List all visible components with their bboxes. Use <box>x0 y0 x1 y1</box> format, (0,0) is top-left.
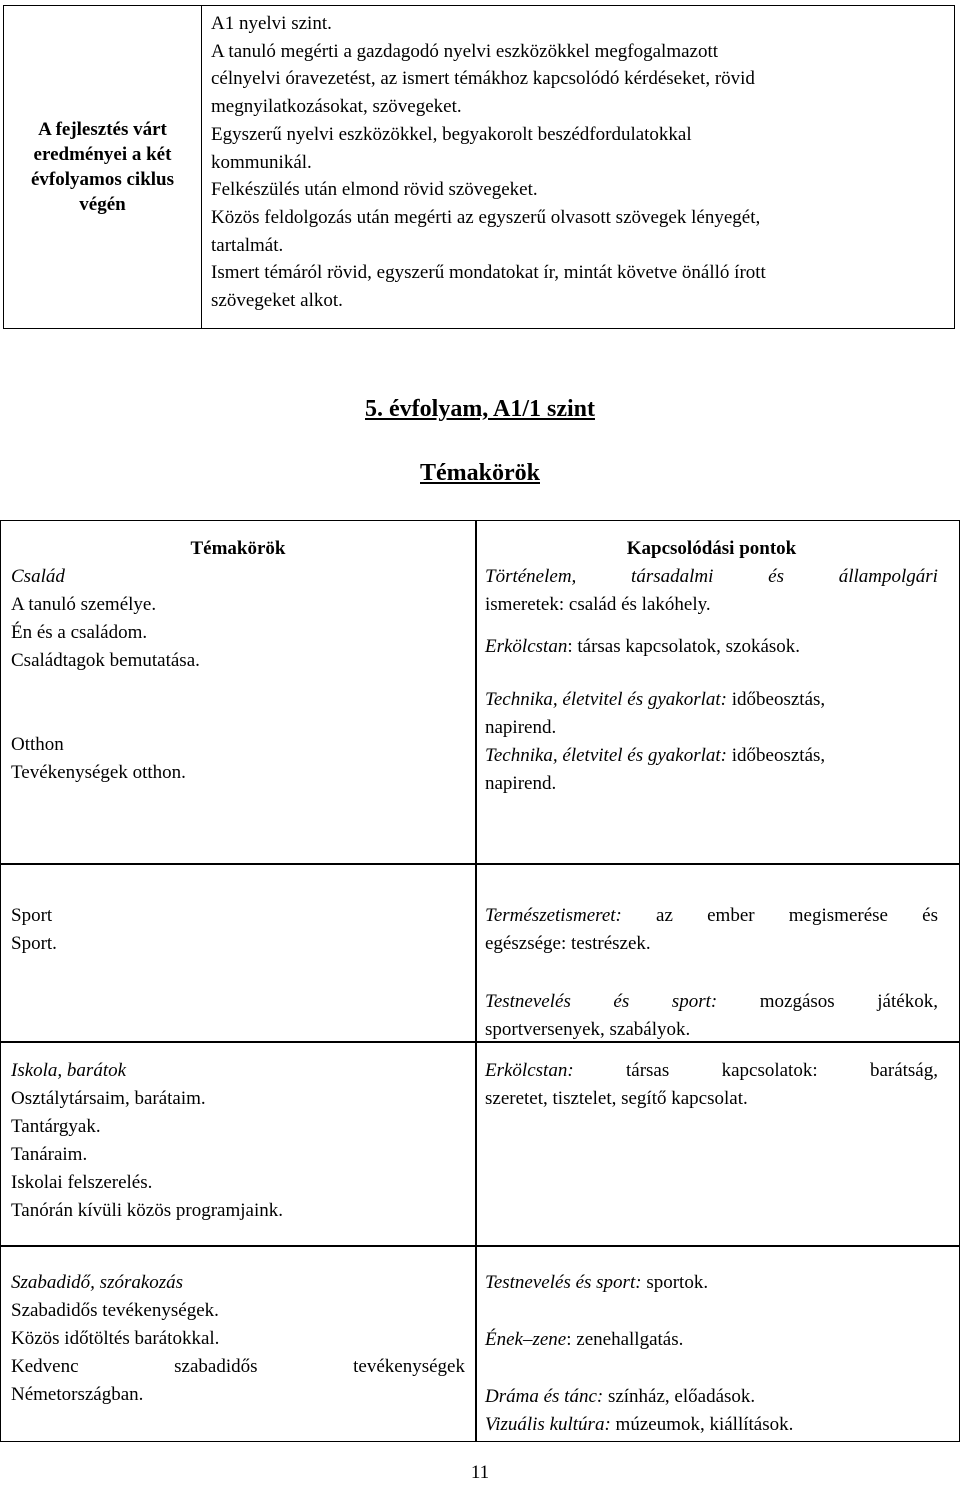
links-cell-family-home <box>485 535 938 798</box>
topic-item: Kedvenc szabadidős tevékenységek <box>11 1356 465 1377</box>
outcome-line: Közös feldolgozás után megérti az egyszerű olvasott szövegek lényegét, <box>211 206 761 228</box>
outcomes-table <box>3 5 955 329</box>
row-divider <box>1 1245 959 1247</box>
link-line: Erkölcstan: társas kapcsolatok: barátság, <box>485 1060 938 1081</box>
outcomes-label-line: évfolyamos ciklus <box>30 169 175 190</box>
topic-item: Iskolai felszerelés. <box>11 1172 153 1193</box>
link-line: napirend. <box>485 717 557 738</box>
link-line: szeretet, tisztelet, segítő kapcsolat. <box>485 1088 748 1109</box>
link-line: Testnevelés és sport: mozgásos játékok, <box>485 991 938 1012</box>
link-line: ismeretek: család és lakóhely. <box>485 594 711 615</box>
links-cell-sport <box>485 902 938 1044</box>
column-divider <box>475 521 477 1441</box>
outcome-line: tartalmát. <box>211 234 284 256</box>
link-line: Erkölcstan: társas kapcsolatok, szokások. <box>485 636 801 657</box>
outcome-line: Felkészülés után elmond rövid szövegeket. <box>211 179 538 201</box>
topic-cell-school <box>11 1057 465 1225</box>
links-cell-leisure <box>485 1269 938 1439</box>
topics-heading: Témakörök <box>420 460 540 486</box>
outcomes-label-line: A fejlesztés várt <box>38 119 167 140</box>
topic-item: Közös időtöltés barátokkal. <box>11 1328 220 1349</box>
outcome-line: A1 nyelvi szint. <box>211 13 332 34</box>
topic-cell-sport <box>11 902 465 958</box>
topic-title: Család <box>11 566 65 587</box>
outcome-line: Egyszerű nyelvi eszközökkel, begyakorolt beszédfordulatokkal <box>211 123 692 145</box>
outcomes-text-cell <box>202 6 954 328</box>
topic-item: Tantárgyak. <box>11 1116 101 1137</box>
outcome-line: célnyelvi óravezetést, az ismert témákhoz kapcsolódó kérdéseket, rövid <box>211 68 755 90</box>
column-header-topics: Témakörök <box>190 538 286 559</box>
topic-item: Osztálytársaim, barátaim. <box>11 1088 206 1109</box>
page-number: 11 <box>470 1462 490 1483</box>
topics-table <box>0 520 960 1442</box>
topic-item: Tanáraim. <box>11 1144 88 1165</box>
outcome-line: szövegeket alkot. <box>211 290 343 312</box>
topic-item: Tevékenységek otthon. <box>11 762 186 783</box>
topic-item: A tanuló személye. <box>11 594 157 615</box>
link-line: egészsége: testrészek. <box>485 933 651 954</box>
topic-title: Otthon <box>11 734 64 755</box>
outcome-line: megnyilatkozásokat, szövegeket. <box>211 96 462 118</box>
outcomes-label-line: eredményei a két <box>33 144 172 165</box>
outcome-line: Ismert témáról rövid, egyszerű mondatokat ír, mintát követve önálló írott <box>211 262 766 284</box>
link-line: Testnevelés és sport: sportok. <box>485 1272 709 1293</box>
topic-title: Iskola, barátok <box>11 1060 127 1081</box>
topic-item: Németországban. <box>11 1384 144 1405</box>
topic-item: Tanórán kívüli közös programjaink. <box>11 1200 283 1221</box>
column-header-links: Kapcsolódási pontok <box>626 538 797 559</box>
outcomes-label-line: végén <box>79 194 126 215</box>
link-line: napirend. <box>485 773 557 794</box>
link-line: Technika, életvitel és gyakorlat: időbeosztás, <box>485 689 826 710</box>
topic-cell-leisure <box>11 1269 465 1409</box>
topic-title: Sport <box>11 905 53 926</box>
links-cell-school <box>485 1057 938 1113</box>
link-line: sportversenyek, szabályok. <box>485 1019 691 1040</box>
link-line: Természetismeret: az ember megismerése és <box>485 905 938 926</box>
outcomes-label-cell <box>4 6 202 328</box>
topic-title: Szabadidő, szórakozás <box>11 1272 184 1293</box>
link-line: Dráma és tánc: színház, előadások. <box>485 1386 756 1407</box>
link-line: Történelem, társadalmi és állampolgári <box>485 566 938 587</box>
link-line: Ének–zene: zenehallgatás. <box>485 1329 684 1350</box>
topic-item: Sport. <box>11 933 57 954</box>
topic-item: Én és a családom. <box>11 622 148 643</box>
link-line: Technika, életvitel és gyakorlat: időbeosztás, <box>485 745 826 766</box>
topic-item: Szabadidős tevékenységek. <box>11 1300 219 1321</box>
topic-item: Családtagok bemutatása. <box>11 650 200 671</box>
grade-heading: 5. évfolyam, A1/1 szint <box>365 396 595 422</box>
link-line: Vizuális kultúra: múzeumok, kiállítások. <box>485 1414 794 1435</box>
topic-cell-family-home <box>11 535 465 787</box>
outcome-line: kommunikál. <box>211 151 312 173</box>
outcome-line: A tanuló megérti a gazdagodó nyelvi eszközökkel megfogalmazott <box>211 40 719 62</box>
row-divider <box>1 863 959 865</box>
